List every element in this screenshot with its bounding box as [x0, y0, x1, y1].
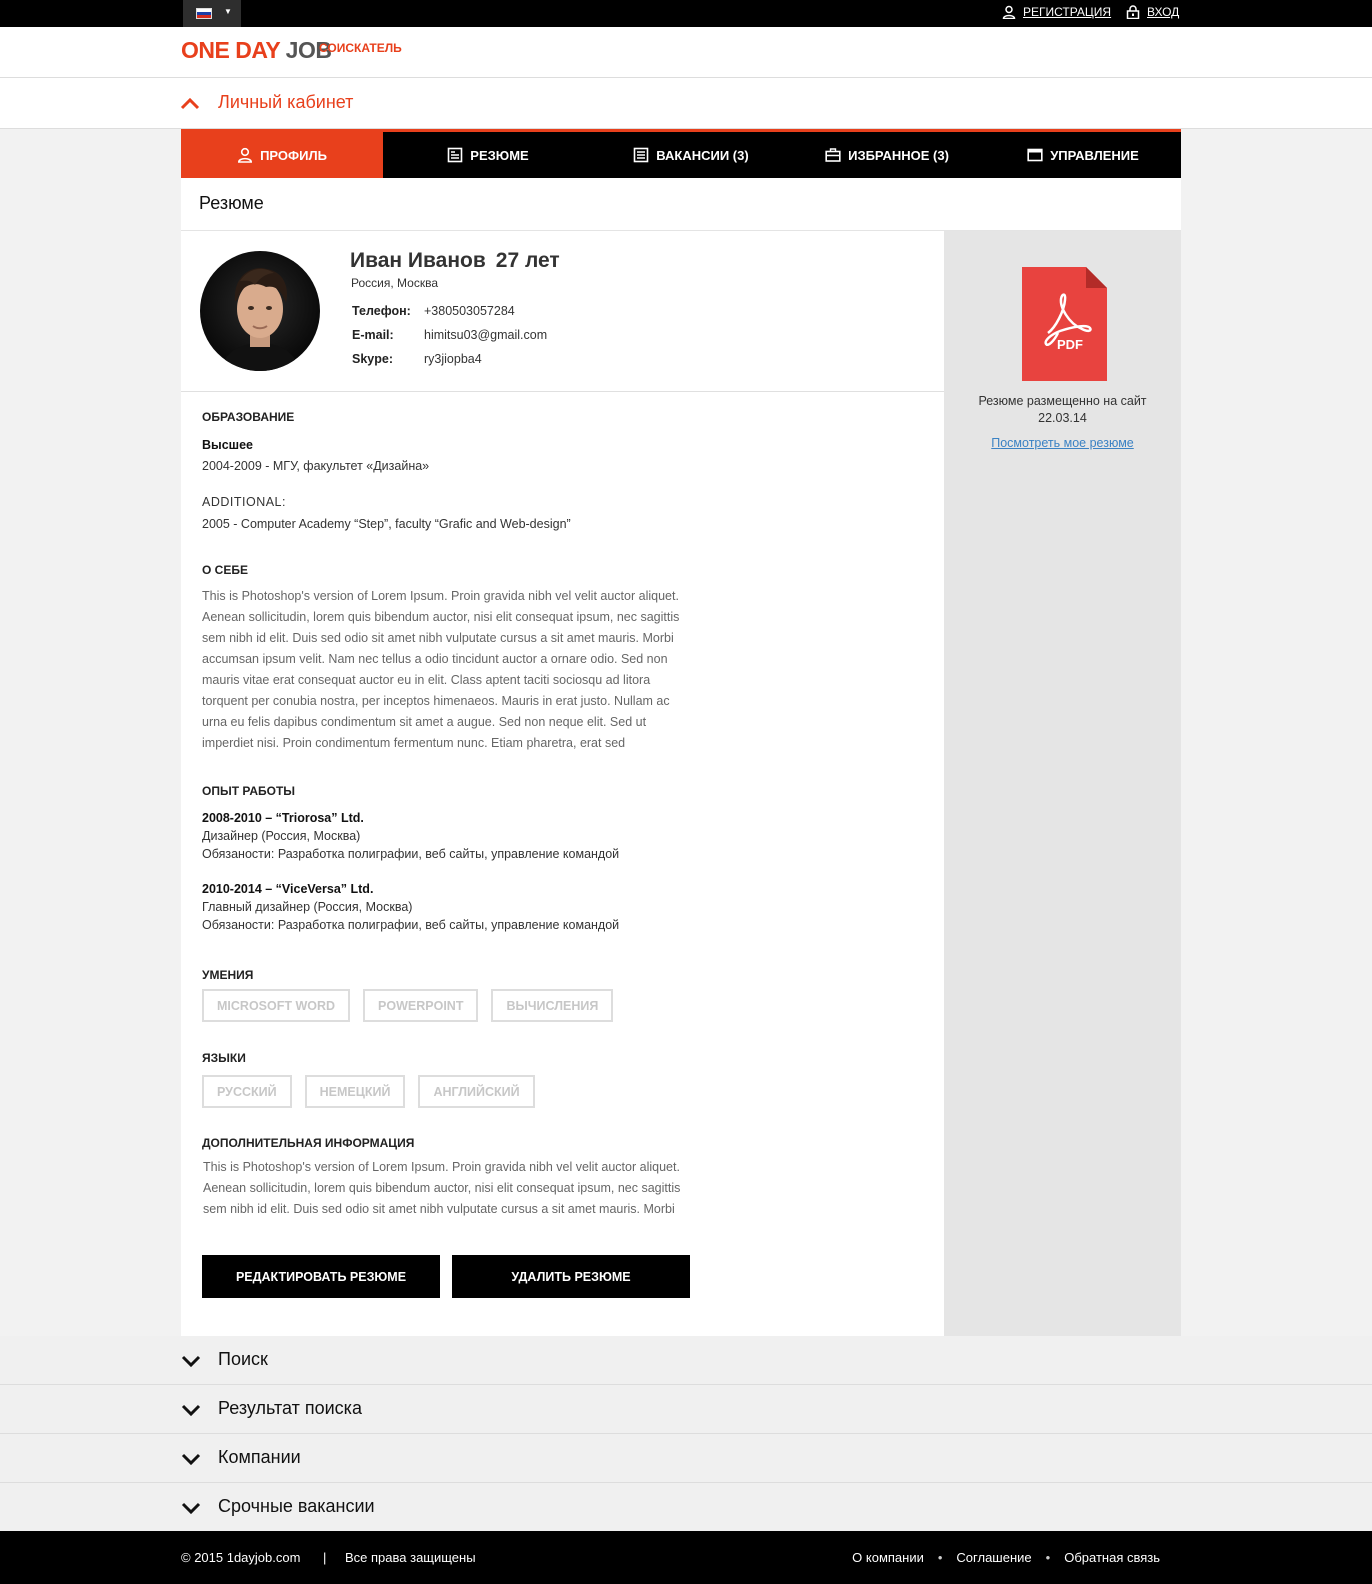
- about-line: mauris vitae erat consequat auctor eu in elit. Class aptent taciti sociosqu ad litora: [202, 673, 651, 687]
- caret-down-icon: ▼: [224, 7, 232, 16]
- tab-resume[interactable]: [383, 132, 593, 178]
- section-title: Резюме: [199, 193, 264, 213]
- tab-label: ВАКАНСИИ (3): [656, 147, 749, 163]
- skills-list: [202, 989, 613, 1022]
- name-text: Иван Иванов: [350, 249, 486, 272]
- about-text: [202, 586, 732, 754]
- contact-row-skype: [352, 347, 547, 371]
- about-line: accumsan ipsum velit. Nam nec tellus a odio tincidunt auctor a ornare odio. Sed non: [202, 652, 668, 666]
- section-title-bar: [181, 178, 1181, 231]
- avatar: [200, 251, 320, 371]
- skill-tag: ВЫЧИСЛЕНИЯ: [491, 989, 613, 1022]
- language-tag: АНГЛИЙСКИЙ: [418, 1075, 534, 1108]
- card-icon: [1027, 147, 1043, 163]
- posted-info: [944, 393, 1181, 427]
- education-heading: ОБРАЗОВАНИЕ: [202, 410, 295, 424]
- divider: [181, 391, 944, 392]
- pdf-file-icon[interactable]: [1022, 267, 1107, 381]
- language-tag: НЕМЕЦКИЙ: [305, 1075, 406, 1108]
- cabinet-title: Личный кабинет: [218, 92, 354, 112]
- job-duties: Обязаности: Разработка полиграфии, веб сайты, управление командой: [202, 847, 620, 861]
- candidate-location: Россия, Москва: [351, 276, 438, 290]
- experience-heading: ОПЫТ РАБОТЫ: [202, 784, 296, 798]
- contact-row-email: [352, 323, 547, 347]
- job-title: 2010-2014 – “ViceVersa” Ltd.: [202, 882, 374, 896]
- language-selector[interactable]: [183, 0, 241, 27]
- section-search-results[interactable]: [0, 1385, 1372, 1434]
- chevron-down-icon: [181, 1351, 201, 1371]
- resume-content: [181, 231, 944, 1336]
- tab-management[interactable]: [985, 132, 1181, 178]
- login-label[interactable]: ВХОД: [1147, 5, 1180, 19]
- register-label[interactable]: РЕГИСТРАЦИЯ: [1023, 5, 1112, 19]
- footer-link-feedback[interactable]: Обратная связь: [1064, 1550, 1160, 1565]
- rights-text: Все права защищены: [345, 1550, 476, 1565]
- job-role: Дизайнер (Россия, Москва): [202, 829, 361, 843]
- copyright: © 2015 1dayjob.com: [181, 1550, 301, 1565]
- section-search[interactable]: [0, 1336, 1372, 1385]
- login-link[interactable]: [1126, 5, 1179, 19]
- logo-part-two: JOB: [285, 37, 332, 63]
- section-label: Поиск: [218, 1349, 268, 1369]
- site-footer: [0, 1531, 1372, 1584]
- additional-line: Aenean sollicitudin, lorem quis bibendum auctor, nisi elit consequat ipsum, nec sagittis: [203, 1181, 681, 1195]
- additional-line: This is Photoshop's version of Lorem Ipsum. Proin gravida nibh vel velit auctor aliquet.: [203, 1160, 680, 1174]
- chevron-down-icon: [181, 1449, 201, 1469]
- skill-tag: POWERPOINT: [363, 989, 478, 1022]
- edit-resume-button[interactable]: РЕДАКТИРОВАТЬ РЕЗЮМЕ: [202, 1255, 440, 1298]
- user-icon: [1002, 5, 1016, 19]
- contact-key: E-mail:: [352, 328, 394, 342]
- about-line: urna eu felis dapibus condimentum sit amet a augue. Sed non neque elit. Sed ut: [202, 715, 647, 729]
- contact-key: Skype:: [352, 352, 393, 366]
- lock-icon: [1126, 5, 1140, 19]
- about-heading: О СЕБЕ: [202, 563, 248, 577]
- tab-label: УПРАВЛЕНИЕ: [1050, 147, 1139, 163]
- logo[interactable]: [181, 37, 331, 64]
- section-urgent-vacancies[interactable]: [0, 1483, 1372, 1531]
- contact-value: ry3jiopba4: [424, 352, 482, 366]
- tab-favorites[interactable]: [789, 132, 985, 178]
- logo-part-one: ONE DAY: [181, 37, 280, 63]
- footer-links: [852, 1550, 1160, 1565]
- job-title: 2008-2010 – “Triorosa” Ltd.: [202, 811, 364, 825]
- contacts-list: [352, 299, 547, 371]
- section-companies[interactable]: [0, 1434, 1372, 1483]
- footer-dot: •: [937, 1550, 943, 1565]
- tab-label: ИЗБРАННОЕ (3): [848, 147, 949, 163]
- additional-line: sem nibh id elit. Duis sed odio sit amet nibh vulputate cursus a sit amet mauris. Morbi: [203, 1202, 675, 1216]
- resume-sidebar: [944, 231, 1181, 1336]
- skill-tag: MICROSOFT WORD: [202, 989, 350, 1022]
- delete-resume-button[interactable]: УДАЛИТЬ РЕЗЮМЕ: [452, 1255, 690, 1298]
- skills-heading: УМЕНИЯ: [202, 968, 254, 982]
- candidate-name: [350, 249, 560, 273]
- document-icon: [447, 147, 463, 163]
- view-resume-link[interactable]: Посмотреть мое резюме: [991, 436, 1134, 450]
- chevron-down-icon: [181, 1400, 201, 1420]
- additional-info-heading: ДОПОЛНИТЕЛЬНАЯ ИНФОРМАЦИЯ: [202, 1136, 415, 1150]
- section-label: Компании: [218, 1447, 301, 1467]
- about-line: Aenean sollicitudin, lorem quis bibendum auctor, nisi elit consequat ipsum, nec sagittis: [202, 610, 680, 624]
- section-label: Результат поиска: [218, 1398, 362, 1418]
- posted-date: 22.03.14: [1038, 411, 1087, 425]
- user-icon: [237, 147, 253, 163]
- profile-tabs: [181, 129, 1181, 178]
- language-tag: РУССКИЙ: [202, 1075, 292, 1108]
- additional-entry: 2005 - Computer Academy “Step”, faculty “Grafic and Web-design”: [202, 517, 571, 531]
- footer-link-agreement[interactable]: Соглашение: [956, 1550, 1032, 1565]
- footer-dot: •: [1045, 1550, 1051, 1565]
- section-label: Срочные вакансии: [218, 1496, 375, 1516]
- about-line: This is Photoshop's version of Lorem Ipsum. Proin gravida nibh vel velit auctor aliquet.: [202, 589, 679, 603]
- pdf-label: PDF: [1057, 337, 1083, 352]
- footer-separator: |: [323, 1550, 327, 1565]
- languages-heading: ЯЗЫКИ: [202, 1051, 246, 1065]
- languages-list: [202, 1075, 535, 1108]
- register-link[interactable]: [1002, 5, 1111, 19]
- tab-label: РЕЗЮМЕ: [470, 147, 529, 163]
- education-entry: 2004-2009 - МГУ, факультет «Дизайна»: [202, 459, 430, 473]
- contact-value: himitsu03@gmail.com: [424, 328, 548, 342]
- additional-heading: ADDITIONAL:: [202, 495, 286, 509]
- age-text: 27 лет: [495, 249, 560, 272]
- top-bar: [0, 0, 1372, 27]
- contact-value: +380503057284: [424, 304, 515, 318]
- list-icon: [633, 147, 649, 163]
- posted-text: Резюме размещенно на сайт: [978, 394, 1147, 408]
- logo-subtitle: СОИСКАТЕЛЬ: [319, 41, 402, 55]
- additional-info-text: [203, 1157, 733, 1220]
- education-level: Высшее: [202, 438, 253, 452]
- contact-row-phone: [352, 299, 547, 323]
- contact-key: Телефон:: [352, 304, 411, 318]
- job-duties: Обязаности: Разработка полиграфии, веб сайты, управление командой: [202, 918, 620, 932]
- site-header: [0, 27, 1372, 78]
- chevron-down-icon: [181, 1498, 201, 1518]
- job-role: Главный дизайнер (Россия, Москва): [202, 900, 413, 914]
- chevron-up-icon: [180, 93, 200, 113]
- tab-profile[interactable]: [181, 132, 383, 178]
- tab-label: ПРОФИЛЬ: [260, 147, 327, 163]
- footer-link-about[interactable]: О компании: [852, 1550, 924, 1565]
- russia-flag-icon: [196, 8, 212, 19]
- about-line: imperdiet nisi. Proin condimentum fermentum nunc. Etiam pharetra, erat sed: [202, 736, 626, 750]
- about-line: torquent per conubia nostra, per inceptos himenaeos. Mauris in erat justo. Nullam ac: [202, 694, 670, 708]
- briefcase-icon: [825, 147, 841, 163]
- tab-vacancies[interactable]: [593, 132, 789, 178]
- cabinet-section-header[interactable]: [0, 78, 1372, 129]
- about-line: sem nibh id elit. Duis sed odio sit amet nibh vulputate cursus a sit amet mauris. Morbi: [202, 631, 674, 645]
